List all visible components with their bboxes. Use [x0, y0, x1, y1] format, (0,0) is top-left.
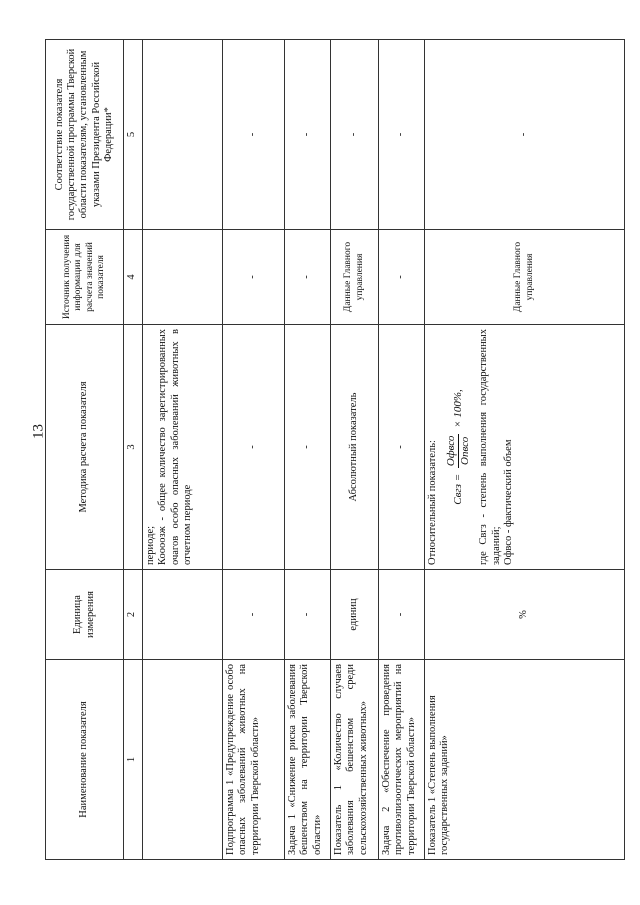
cell-name: Задача 1 «Снижение риска заболевания бешенством на территории Тверской области» — [285, 660, 331, 860]
table-row — [143, 40, 223, 860]
method-after: где Свгз - степень выполнения государственных заданий; — [478, 329, 502, 565]
cell-source: Данные Главного управления — [331, 230, 379, 325]
cell-method: - — [379, 325, 425, 570]
cell-source — [143, 230, 223, 325]
cell-name: Показатель 1 «Количество случаев заболевания бешенством среди сельскохозяйственных животных» — [331, 660, 379, 860]
formula-numerator: Офвсо — [445, 435, 458, 467]
table-row — [425, 40, 625, 860]
table-row — [331, 40, 379, 860]
cell-unit: - — [223, 570, 285, 660]
cell-source: - — [223, 230, 285, 325]
cell-compliance: - — [425, 40, 625, 230]
formula — [445, 329, 472, 565]
cell-compliance: - — [331, 40, 379, 230]
header-compliance: Соответствие показателя государственной программы Тверской области показателям, установленным указами Президента Российской Федерации* — [46, 40, 124, 230]
method-extra: Коооозж - общее количество зарегистрированных очагов особо опасных заболеваний животных в отчетном периоде — [157, 329, 194, 565]
cell-source: - — [285, 230, 331, 325]
cell-compliance: - — [285, 40, 331, 230]
indicators-table — [45, 39, 625, 860]
table-row — [285, 40, 331, 860]
cell-compliance — [143, 40, 223, 230]
page-number: 13 — [30, 424, 47, 439]
header-method: Методика расчета показателя — [46, 325, 124, 570]
cell-name: Задача 2 «Обеспечение проведения противоэпизоотических мероприятий на территории Тверской области» — [379, 660, 425, 860]
cell-source: Данные Главного управления — [425, 230, 625, 325]
cell-name: Показатель 1 «Степень выполнения государственных заданий» — [425, 660, 625, 860]
cell-unit: - — [379, 570, 425, 660]
column-number-row — [124, 40, 143, 860]
col-number-1: 1 — [124, 660, 143, 860]
col-number-3: 3 — [124, 325, 143, 570]
method-after2: Офвсо - фактический объем — [503, 439, 515, 565]
header-row — [46, 40, 124, 860]
header-name: Наименование показателя — [46, 660, 124, 860]
cell-compliance: - — [379, 40, 425, 230]
table-row — [379, 40, 425, 860]
formula-denominator: Опвсо — [459, 436, 472, 465]
cell-unit: единиц — [331, 570, 379, 660]
formula-fraction — [445, 434, 472, 469]
rotated-table-wrapper — [45, 40, 625, 860]
table-row — [223, 40, 285, 860]
cell-source: - — [379, 230, 425, 325]
cell-method: - — [285, 325, 331, 570]
cell-name — [143, 660, 223, 860]
col-number-4: 4 — [124, 230, 143, 325]
cell-method: - — [223, 325, 285, 570]
method-line: периоде; — [145, 525, 156, 565]
header-source: Источник получения информации для расчета значений показателя — [46, 230, 124, 325]
formula-tail: × 100%, — [452, 389, 465, 428]
cell-unit: - — [285, 570, 331, 660]
cell-method: Абсолютный показатель — [331, 325, 379, 570]
cell-method — [143, 325, 223, 570]
cell-compliance: - — [223, 40, 285, 230]
col-number-5: 5 — [124, 40, 143, 230]
cell-method — [425, 325, 625, 570]
header-unit: Единица измерения — [46, 570, 124, 660]
cell-name: Подпрограмма 1 «Предупреждение особо опасных заболеваний животных на территории Тверской области» — [223, 660, 285, 860]
cell-unit: % — [425, 570, 625, 660]
col-number-2: 2 — [124, 570, 143, 660]
method-line: Относительный показатель: — [427, 440, 438, 565]
formula-lhs: Свгз = — [452, 473, 465, 505]
cell-unit — [143, 570, 223, 660]
